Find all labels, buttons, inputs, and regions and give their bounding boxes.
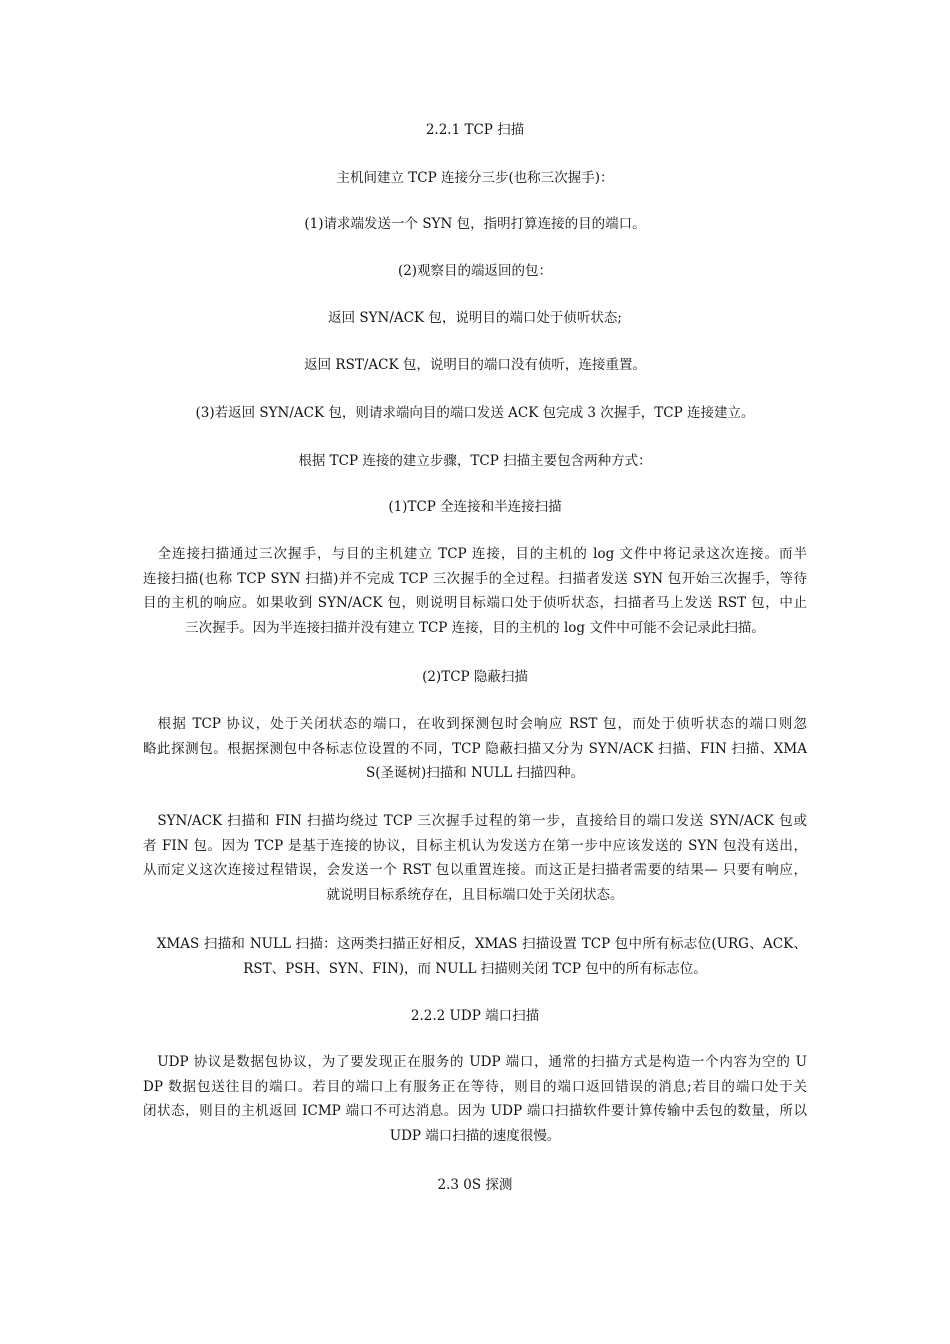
syn-fin-paragraph bbox=[143, 809, 807, 907]
xmas-null-paragraph bbox=[143, 932, 807, 981]
udp-paragraph bbox=[143, 1050, 807, 1148]
paragraph-line: 目的主机的响应。如果收到 SYN/ACK 包，则说明目标端口处于侦听状态，扫描者马上发送 RST 包，中止 bbox=[143, 595, 807, 611]
section-heading-2-3: 2.3 0S 探测 bbox=[437, 1177, 513, 1193]
handshake-step-3: (3)若返回 SYN/ACK 包，则请求端向目的端口发送 ACK 包完成 3 次握手，TCP 连接建立。 bbox=[195, 405, 755, 421]
mode-1-paragraph bbox=[143, 542, 807, 640]
paragraph-line: RST、PSH、SYN、FIN)，而 NULL 扫描则关闭 TCP 包中的所有标志位。 bbox=[243, 960, 707, 977]
section-heading-2-2-1: 2.2.1 TCP 扫描 bbox=[425, 122, 525, 138]
paragraph-line: 根据 TCP 协议，处于关闭状态的端口，在收到探测包时会响应 RST 包，而处于侦听状态的端口则忽 bbox=[143, 716, 807, 732]
paragraph-line: UDP 端口扫描的速度很慢。 bbox=[389, 1127, 561, 1144]
paragraph-line: SYN/ACK 扫描和 FIN 扫描均绕过 TCP 三次握手过程的第一步，直接给目的端口发送 SYN/ACK 包或 bbox=[143, 813, 807, 829]
paragraph-line: 略此探测包。根据探测包中各标志位设置的不同，TCP 隐蔽扫描又分为 SYN/ACK 扫描、FIN 扫描、XMA bbox=[143, 740, 807, 757]
paragraph-line: UDP 协议是数据包协议，为了要发现正在服务的 UDP 端口，通常的扫描方式是构造一个内容为空的 U bbox=[143, 1054, 807, 1070]
paragraph-line: 三次握手。因为半连接扫描并没有建立 TCP 连接，目的主机的 log 文件中可能不会记录此扫描。 bbox=[185, 619, 765, 636]
paragraph-line: DP 数据包送往目的端口。若目的端口上有服务正在等待，则目的端口返回错误的消息;若目的端口处于关 bbox=[143, 1078, 807, 1095]
paragraph-line: 全连接扫描通过三次握手，与目的主机建立 TCP 连接，目的主机的 log 文件中将记录这次连接。而半 bbox=[143, 546, 807, 562]
scan-modes-intro: 根据 TCP 连接的建立步骤，TCP 扫描主要包含两种方式： bbox=[298, 453, 652, 469]
mode-2-title: (2)TCP 隐蔽扫描 bbox=[422, 669, 528, 685]
handshake-step-1: (1)请求端发送一个 SYN 包，指明打算连接的目的端口。 bbox=[304, 216, 646, 232]
handshake-step-2: (2)观察目的端返回的包： bbox=[397, 263, 553, 279]
paragraph-line: XMAS 扫描和 NULL 扫描：这两类扫描正好相反，XMAS 扫描设置 TCP 包中所有标志位(URG、ACK、 bbox=[143, 936, 807, 952]
paragraph-line: 闭状态，则目的主机返回 ICMP 端口不可达消息。因为 UDP 端口扫描软件要计算传输中丢包的数量，所以 bbox=[143, 1103, 807, 1119]
handshake-step-2b: 返回 RST/ACK 包，说明目的端口没有侦听，连接重置。 bbox=[304, 357, 646, 373]
paragraph-line: 从而定义这次连接过程错误，会发送一个 RST 包以重置连接。而这正是扫描者需要的结果— 只要有响应， bbox=[143, 862, 807, 878]
paragraph-line: 者 FIN 包。因为 TCP 是基于连接的协议，目标主机认为发送方在第一步中应该发送的 SYN 包没有送出， bbox=[143, 837, 807, 854]
paragraph-line: 连接扫描(也称 TCP SYN 扫描)并不完成 TCP 三次握手的全过程。扫描者发送 SYN 包开始三次握手，等待 bbox=[143, 570, 807, 587]
mode-1-title: (1)TCP 全连接和半连接扫描 bbox=[388, 499, 562, 515]
paragraph-line: S(圣诞树)扫描和 NULL 扫描四种。 bbox=[366, 765, 584, 781]
handshake-intro: 主机间建立 TCP 连接分三步(也称三次握手)： bbox=[336, 170, 614, 186]
mode-2-paragraph bbox=[143, 712, 807, 786]
paragraph-line: 就说明目标系统存在，且目标端口处于关闭状态。 bbox=[326, 886, 624, 903]
handshake-step-2a: 返回 SYN/ACK 包，说明目的端口处于侦听状态; bbox=[328, 310, 622, 326]
section-heading-2-2-2: 2.2.2 UDP 端口扫描 bbox=[410, 1008, 540, 1024]
